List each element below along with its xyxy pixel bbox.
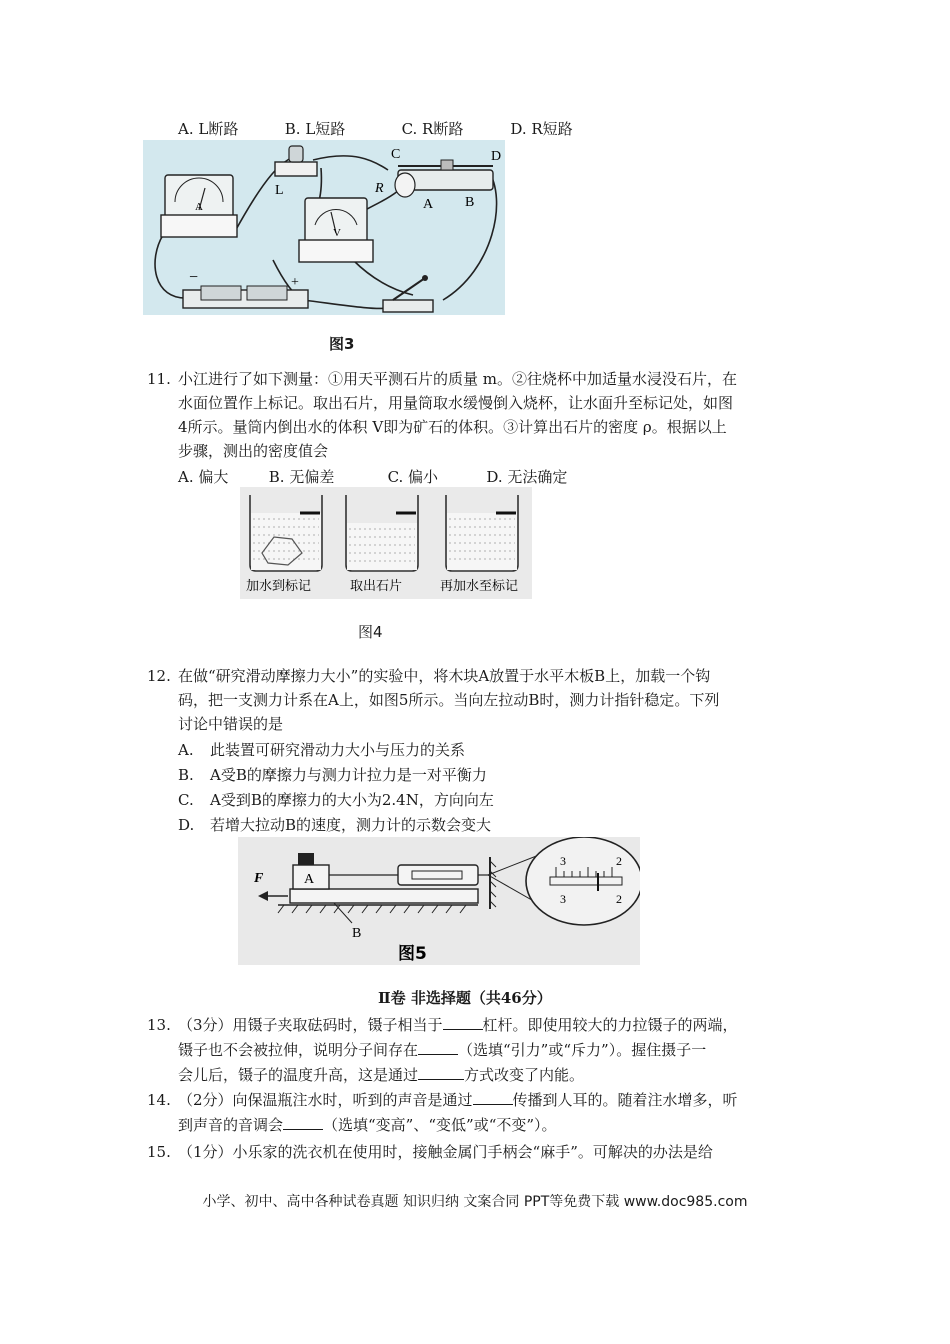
section-2-title: Ⅱ卷 非选择题（共46分） bbox=[378, 989, 552, 1007]
q13-line-1-b: 杠杆。即使用较大的力拉镊子的两端， bbox=[482, 1016, 738, 1034]
figure-4-beakers bbox=[240, 487, 532, 599]
q12-option-d-text: 若增大拉动B的速度，测力计的示数会变大 bbox=[210, 816, 492, 834]
beaker-1-label: 加水到标记 bbox=[246, 579, 312, 594]
q11-options bbox=[178, 466, 567, 488]
label-plus: + bbox=[291, 275, 299, 290]
q13-line-1-a: （3分）用镊子夹取砝码时，镊子相当于 bbox=[178, 1016, 443, 1034]
figure-3-caption: 图3 bbox=[329, 335, 355, 353]
q13-line-2 bbox=[178, 1039, 706, 1061]
q11-number: 11. bbox=[147, 370, 171, 388]
q11-line-3: 4所示。量筒内倒出水的体积 V即为矿石的体积。③计算出石片的密度 ρ。根据以上 bbox=[178, 418, 727, 436]
weight bbox=[298, 853, 314, 865]
label-c: C bbox=[391, 147, 401, 162]
q12-line-1: 在做“研究滑动摩擦力大小”的实验中，将木块A放置于水平木板B上，加载一个钩 bbox=[178, 667, 711, 685]
friction-diagram bbox=[238, 837, 640, 965]
label-l: L bbox=[275, 183, 284, 198]
q14-line-2 bbox=[178, 1114, 557, 1136]
q14-blank-2[interactable] bbox=[283, 1114, 323, 1130]
scale-2-bottom: 2 bbox=[616, 892, 622, 906]
scale-3-bottom: 3 bbox=[560, 892, 566, 906]
q10-option-c: C. R断路 bbox=[401, 120, 464, 138]
board-b bbox=[290, 889, 478, 903]
spring-scale bbox=[398, 865, 478, 885]
q12-option-d-label: D. bbox=[178, 816, 195, 834]
scale-3-top: 3 bbox=[560, 854, 566, 868]
label-b: B bbox=[465, 195, 475, 210]
q14-line-1 bbox=[178, 1089, 738, 1111]
q12-option-b-label: B. bbox=[178, 766, 194, 784]
beakers-diagram bbox=[240, 487, 532, 599]
figure-3-circuit bbox=[143, 140, 505, 315]
q11-option-a: A. 偏大 bbox=[178, 468, 229, 486]
q11-line-2: 水面位置作上标记。取出石片，用量筒取水缓慢倒入烧杯，让水面升至标记处，如图 bbox=[178, 394, 734, 412]
q12-number: 12. bbox=[147, 667, 171, 685]
scale-2-top: 2 bbox=[616, 854, 622, 868]
q12-option-a-label: A. bbox=[178, 741, 194, 759]
ammeter-label: A bbox=[195, 201, 203, 213]
q11-option-b: B. 无偏差 bbox=[268, 468, 335, 486]
q13-blank-1[interactable] bbox=[443, 1014, 483, 1030]
q13-number: 13. bbox=[147, 1016, 171, 1034]
q11-line-4: 步骤，测出的密度值会 bbox=[178, 442, 329, 460]
figure-5-friction bbox=[238, 837, 640, 965]
q12-option-a-text: 此装置可研究滑动力大小与压力的关系 bbox=[210, 741, 466, 759]
figure-5-caption: 图5 bbox=[398, 944, 427, 964]
q12-option-c-label: C. bbox=[178, 791, 194, 809]
q10-option-b: B. L短路 bbox=[284, 120, 346, 138]
q12-option-c-text: A受到B的摩擦力的大小为2.4N，方向向左 bbox=[210, 791, 494, 809]
beaker-3-label: 再加水至标记 bbox=[440, 579, 519, 594]
q13-line-1 bbox=[178, 1014, 738, 1036]
q14-number: 14. bbox=[147, 1091, 171, 1109]
magnifier-circle bbox=[526, 837, 640, 925]
q11-option-d: D. 无法确定 bbox=[486, 468, 568, 486]
q12-option-b-text: A受B的摩擦力与测力计拉力是一对平衡力 bbox=[210, 766, 487, 784]
q15-number: 15. bbox=[147, 1143, 171, 1161]
circuit-diagram bbox=[143, 140, 505, 315]
label-a: A bbox=[423, 197, 434, 212]
q13-blank-2[interactable] bbox=[418, 1039, 458, 1055]
label-block-a: A bbox=[304, 872, 315, 887]
q13-line-3 bbox=[178, 1064, 584, 1086]
q13-line-2-b: （选填“引力”或“斥力”）。握住摄子一 bbox=[458, 1041, 707, 1059]
q13-line-3-b: 方式改变了内能。 bbox=[464, 1066, 585, 1084]
q15-line-1: （1分）小乐家的洗衣机在使用时，接触金属门手柄会“麻手”。可解决的办法是给 bbox=[178, 1143, 713, 1161]
q11-option-c: C. 偏小 bbox=[387, 468, 439, 486]
q10-option-d: D. R短路 bbox=[510, 120, 573, 138]
page-footer: 小学、初中、高中各种试卷真题 知识归纳 文案合同 PPT等免费下载 www.doc985.com bbox=[202, 1194, 748, 1210]
label-minus: − bbox=[189, 269, 199, 286]
label-board-b: B bbox=[352, 926, 362, 941]
figure-4-caption: 图4 bbox=[358, 623, 383, 641]
q10-option-a: A. L断路 bbox=[178, 120, 239, 138]
q12-line-3: 讨论中错误的是 bbox=[178, 715, 284, 733]
label-r: R bbox=[375, 181, 384, 196]
q14-line-1-a: （2分）向保温瓶注水时，听到的声音是通过 bbox=[178, 1091, 473, 1109]
q13-line-2-a: 镊子也不会被拉伸，说明分子间存在 bbox=[178, 1041, 419, 1059]
beaker-2-label: 取出石片 bbox=[350, 579, 403, 594]
q14-blank-1[interactable] bbox=[473, 1089, 513, 1105]
voltmeter-label: V bbox=[333, 227, 341, 239]
label-d: D bbox=[491, 149, 502, 164]
q14-line-2-b: （选填“变高”、“变低”或“不变”）。 bbox=[323, 1116, 557, 1134]
q14-line-2-a: 到声音的音调会 bbox=[178, 1116, 284, 1134]
q13-line-3-a: 会儿后，镊子的温度升高，这是通过 bbox=[178, 1066, 419, 1084]
q13-blank-3[interactable] bbox=[418, 1064, 464, 1080]
q14-line-1-b: 传播到人耳的。随着注水增多，听 bbox=[512, 1091, 738, 1109]
q11-line-1: 小江进行了如下测量：①用天平测石片的质量 m。②往烧杯中加适量水浸没石片，在 bbox=[178, 370, 737, 388]
q10-options bbox=[178, 118, 573, 140]
q12-line-2: 码，把一支测力计系在A上，如图5所示。当向左拉动B时，测力计指针稳定。下列 bbox=[178, 691, 720, 709]
label-f: F bbox=[254, 871, 264, 886]
